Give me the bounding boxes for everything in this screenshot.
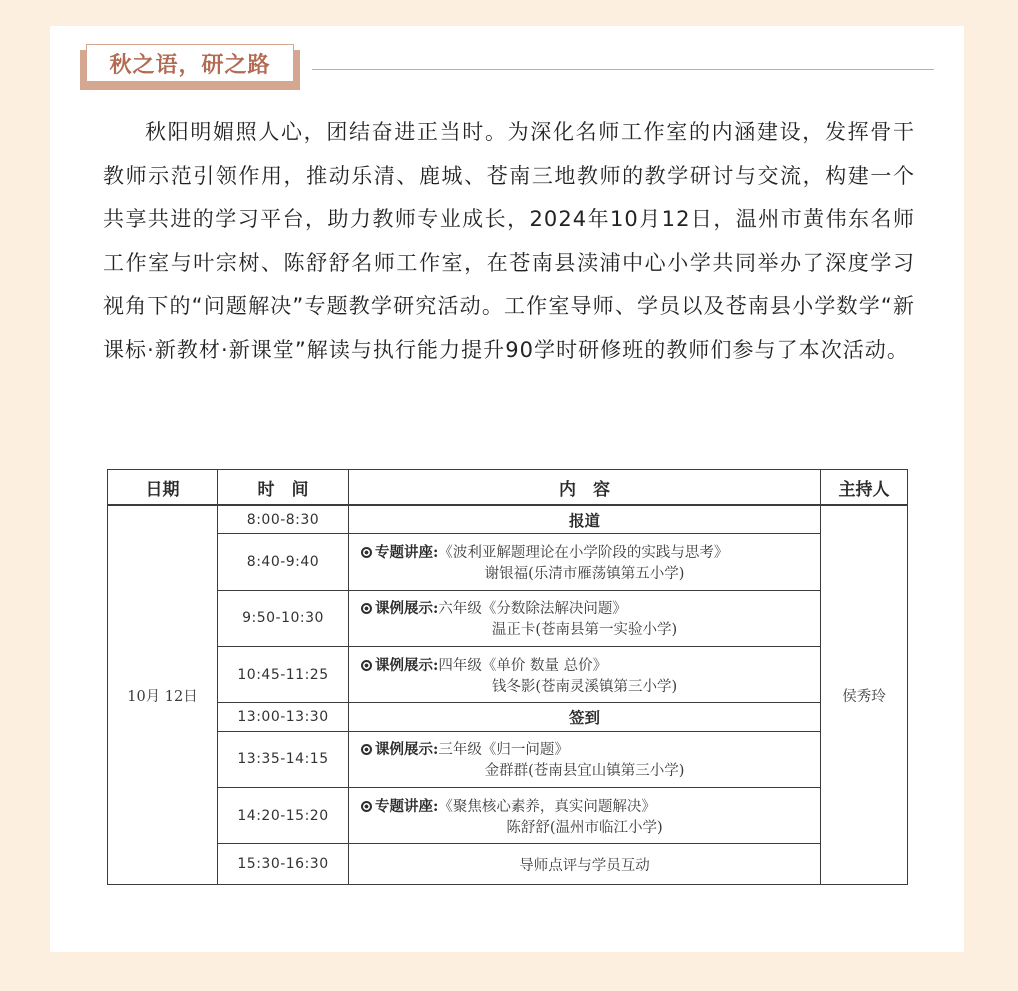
table-row — [108, 646, 908, 702]
bullet-icon — [361, 660, 372, 671]
bullet-icon — [361, 801, 372, 812]
bullet-icon — [361, 547, 372, 558]
section-heading — [80, 44, 936, 92]
event-speaker: 金群群(苍南县宜山镇第三小学) — [484, 763, 685, 780]
heading-divider — [312, 69, 934, 70]
event-title: 《聚焦核心素养，真实问题解决》 — [438, 798, 656, 815]
article-card — [50, 26, 964, 952]
date-cell: 10月 12日 — [108, 505, 218, 885]
content-cell — [349, 590, 821, 646]
table-row — [108, 787, 908, 843]
time-cell: 8:40-9:40 — [218, 534, 349, 590]
heading-box — [86, 44, 294, 82]
content-cell: 导师点评与学员互动 — [349, 844, 821, 885]
time-cell: 8:00-8:30 — [218, 505, 349, 534]
table-row — [108, 590, 908, 646]
content-cell — [349, 534, 821, 590]
event-title: 三年级《归一问题》 — [438, 742, 569, 759]
header-content: 内 容 — [349, 470, 821, 506]
header-host: 主持人 — [821, 470, 908, 506]
event-type: 专题讲座: — [375, 797, 439, 815]
event-type: 课例展示: — [375, 600, 439, 618]
event-type: 课例展示: — [375, 741, 439, 759]
header-date: 日期 — [108, 470, 218, 506]
time-cell: 15:30-16:30 — [218, 844, 349, 885]
table-row — [108, 844, 908, 885]
host-cell: 侯秀玲 — [821, 505, 908, 885]
bullet-icon — [361, 603, 372, 614]
time-cell: 13:35-14:15 — [218, 731, 349, 787]
schedule-table — [107, 469, 908, 885]
event-type: 课例展示: — [375, 656, 439, 674]
content-cell: 签到 — [349, 703, 821, 731]
content-cell — [349, 787, 821, 843]
table-row — [108, 534, 908, 590]
table-row — [108, 505, 908, 534]
time-cell: 14:20-15:20 — [218, 787, 349, 843]
content-cell — [349, 731, 821, 787]
event-speaker: 谢银福(乐清市雁荡镇第五小学) — [484, 565, 685, 582]
table-row — [108, 731, 908, 787]
time-cell: 9:50-10:30 — [218, 590, 349, 646]
time-cell: 10:45-11:25 — [218, 646, 349, 702]
section-title: 秋之语，研之路 — [109, 52, 271, 78]
event-type: 专题讲座: — [375, 543, 439, 561]
event-title: 六年级《分数除法解决问题》 — [438, 601, 627, 618]
event-speaker: 陈舒舒(温州市临江小学) — [506, 819, 663, 836]
table-row — [108, 703, 908, 731]
event-speaker: 钱冬影(苍南灵溪镇第三小学) — [491, 678, 678, 695]
content-cell — [349, 646, 821, 702]
event-title: 《波利亚解题理论在小学阶段的实践与思考》 — [438, 544, 729, 561]
content-cell: 报道 — [349, 505, 821, 534]
header-time: 时 间 — [218, 470, 349, 506]
bullet-icon — [361, 744, 372, 755]
event-speaker: 温正卡(苍南县第一实验小学) — [491, 622, 678, 639]
time-cell: 13:00-13:30 — [218, 703, 349, 731]
event-title: 四年级《单价 数量 总价》 — [438, 657, 608, 674]
article-paragraph: 秋阳明媚照人心，团结奋进正当时。为深化名师工作室的内涵建设，发挥骨干教师示范引领作用，推动乐清、鹿城、苍南三地教师的教学研讨与交流，构建一个共享共进的学习平台，助力教师专业成长，2024年10月12日，温州市黄伟东名师工作室与叶宗树、陈舒舒名师工作室，在苍南县渎浦中心小学共同举办了深度学习视角下的“问题解决”专题教学研究活动。工作室导师、学员以及苍南县小学数学“新课标·新教材·新课堂”解读与执行能力提升90学时研修班的教师们参与了本次活动。 — [103, 120, 915, 362]
